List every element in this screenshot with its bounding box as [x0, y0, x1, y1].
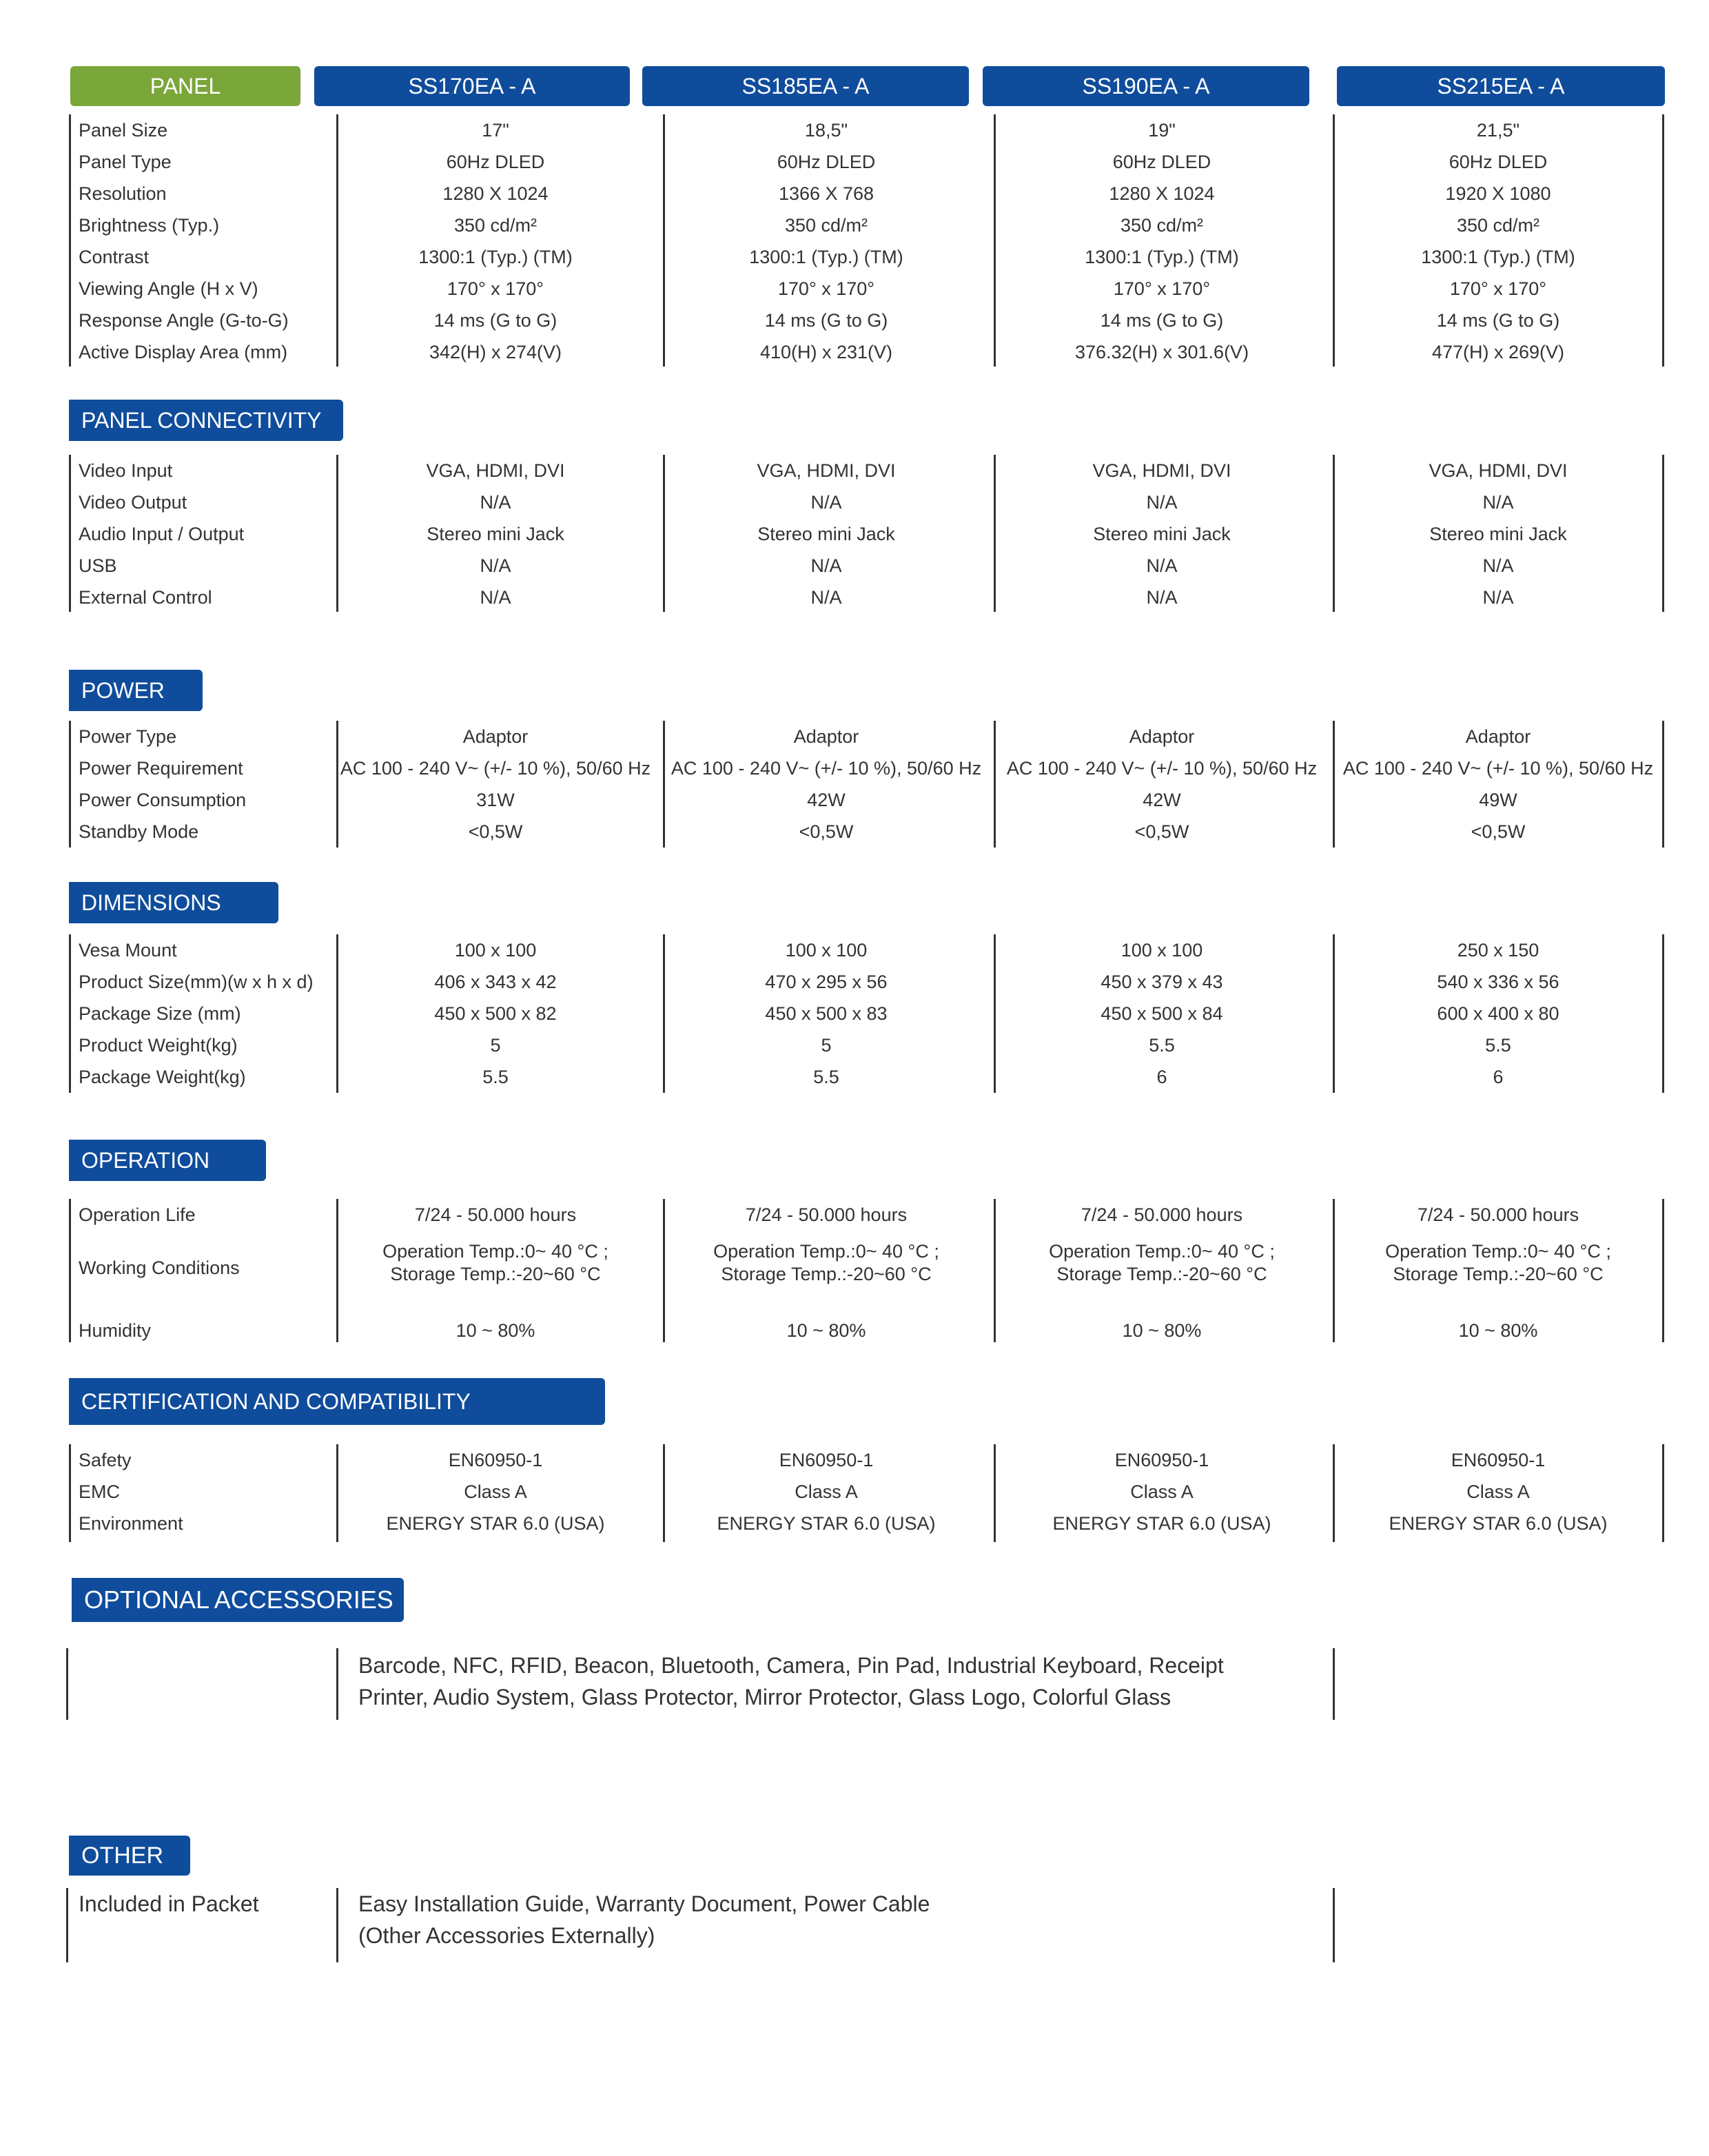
cell: 7/24 - 50.000 hours: [745, 1204, 908, 1225]
row-label: Package Weight(kg): [79, 1067, 246, 1087]
cell: 5: [821, 1035, 832, 1056]
table-row: [66, 550, 1665, 582]
table-row: [66, 518, 1665, 550]
cell: 17": [482, 120, 509, 141]
accessories-text: Barcode, NFC, RFID, Beacon, Bluetooth, Camera, Pin Pad, Industrial Keyboard, Receipt Printer, Audio System, Glass Protector, Mirror Protector, Glass Logo, Colorful Glass: [358, 1653, 1224, 1710]
divider: [66, 1648, 68, 1720]
cell: N/A: [1146, 555, 1178, 576]
cell: 18,5": [804, 120, 848, 141]
table-row: [66, 178, 1665, 209]
row-label: Product Weight(kg): [79, 1035, 238, 1056]
table-row: [66, 721, 1665, 752]
cell: 350 cd/m²: [784, 215, 868, 236]
cell: 5.5: [1149, 1035, 1175, 1056]
table-row: [66, 1508, 1665, 1539]
cell: 5.5: [813, 1067, 839, 1087]
cell: 450 x 500 x 83: [765, 1003, 888, 1024]
cell: 42W: [1143, 790, 1181, 810]
cell: N/A: [480, 587, 511, 608]
other-section: [66, 1888, 1665, 1962]
model-header-2: SS185EA - A: [642, 66, 969, 106]
cell: EN60950-1: [779, 1450, 874, 1470]
panel-section: [66, 114, 1665, 367]
table-row: [66, 273, 1665, 305]
cell: 6: [1156, 1067, 1167, 1087]
table-row: [66, 998, 1665, 1029]
section-title-certification: CERTIFICATION AND COMPATIBILITY: [69, 1378, 605, 1425]
cell: 1280 X 1024: [442, 183, 549, 204]
divider: [66, 1888, 68, 1962]
cell: 170° x 170°: [1449, 278, 1547, 299]
row-label: Power Type: [79, 726, 177, 747]
panel-header: PANEL: [70, 66, 300, 106]
cell: 10 ~ 80%: [1458, 1320, 1538, 1341]
cell: Operation Temp.:0~ 40 °C ; Storage Temp.:-20~60 °C: [382, 1241, 608, 1284]
cell: VGA, HDMI, DVI: [426, 460, 565, 481]
cell: Class A: [464, 1481, 527, 1502]
cell: N/A: [1146, 492, 1178, 513]
cell: 470 x 295 x 56: [765, 972, 888, 992]
cell: <0,5W: [799, 821, 854, 842]
cell: N/A: [810, 587, 842, 608]
cell: 250 x 150: [1457, 940, 1539, 961]
cell: N/A: [810, 555, 842, 576]
cell: 450 x 500 x 84: [1101, 1003, 1223, 1024]
cell: 5: [490, 1035, 501, 1056]
cell: 170° x 170°: [777, 278, 875, 299]
cell: AC 100 - 240 V~ (+/- 10 %), 50/60 Hz: [671, 758, 982, 779]
row-label: Vesa Mount: [79, 940, 177, 961]
table-row: [66, 1315, 1665, 1346]
table-row: [66, 1199, 1665, 1231]
cell: Stereo mini Jack: [1429, 524, 1567, 544]
section-title-dimensions: DIMENSIONS: [69, 882, 278, 923]
cell: ENERGY STAR 6.0 (USA): [1052, 1513, 1271, 1534]
row-label: Active Display Area (mm): [79, 342, 288, 362]
cell: Class A: [1130, 1481, 1194, 1502]
table-row: [66, 784, 1665, 816]
cell: N/A: [1146, 587, 1178, 608]
cell: 7/24 - 50.000 hours: [1081, 1204, 1243, 1225]
row-label: USB: [79, 555, 117, 576]
cell: 540 x 336 x 56: [1437, 972, 1559, 992]
row-label: Power Requirement: [79, 758, 243, 779]
cell: Stereo mini Jack: [757, 524, 895, 544]
row-label: Response Angle (G-to-G): [79, 310, 289, 331]
cell: Stereo mini Jack: [427, 524, 564, 544]
divider: [1333, 1888, 1335, 1962]
table-row: [66, 146, 1665, 178]
cell: Operation Temp.:0~ 40 °C ; Storage Temp.:-20~60 °C: [1385, 1241, 1611, 1284]
cell: <0,5W: [1471, 821, 1526, 842]
table-row: [66, 305, 1665, 336]
row-label: Standby Mode: [79, 821, 199, 842]
cell: VGA, HDMI, DVI: [1429, 460, 1568, 481]
cell: VGA, HDMI, DVI: [1092, 460, 1231, 481]
row-label: Environment: [79, 1513, 183, 1534]
cell: 100 x 100: [454, 940, 537, 961]
row-label: Power Consumption: [79, 790, 247, 810]
cell: 1280 X 1024: [1109, 183, 1215, 204]
cell: N/A: [1482, 587, 1514, 608]
cell: ENERGY STAR 6.0 (USA): [717, 1513, 936, 1534]
cell: 1920 X 1080: [1445, 183, 1551, 204]
table-row: [66, 582, 1665, 613]
cell: 60Hz DLED: [1449, 152, 1548, 172]
cell: 31W: [476, 790, 515, 810]
table-row: [66, 241, 1665, 273]
cell: 5.5: [1485, 1035, 1511, 1056]
row-label: Humidity: [79, 1320, 152, 1341]
cell: Stereo mini Jack: [1093, 524, 1231, 544]
section-title-accessories: OPTIONAL ACCESSORIES: [72, 1578, 404, 1622]
power-section: [66, 721, 1665, 848]
row-label: EMC: [79, 1481, 120, 1502]
dimensions-section: [66, 934, 1665, 1093]
cell: 60Hz DLED: [446, 152, 545, 172]
section-title-power: POWER: [69, 670, 203, 711]
cell: Adaptor: [793, 726, 859, 747]
cell: EN60950-1: [1114, 1450, 1209, 1470]
other-text: Easy Installation Guide, Warranty Document, Power Cable (Other Accessories Externally): [358, 1891, 930, 1948]
section-title-connectivity: PANEL CONNECTIVITY: [69, 400, 343, 441]
cell: 60Hz DLED: [1112, 152, 1211, 172]
divider: [336, 1888, 338, 1962]
cell: 14 ms (G to G): [1100, 310, 1224, 331]
table-row: [66, 209, 1665, 241]
cell: 21,5": [1476, 120, 1520, 141]
row-label: Video Output: [79, 492, 187, 513]
cell: 14 ms (G to G): [764, 310, 888, 331]
cell: 170° x 170°: [1113, 278, 1211, 299]
table-row: [66, 752, 1665, 784]
cell: 5.5: [482, 1067, 509, 1087]
row-label: Resolution: [79, 183, 167, 204]
table-row: [66, 1444, 1665, 1476]
cell: 100 x 100: [785, 940, 868, 961]
cell: Adaptor: [1129, 726, 1195, 747]
cell: 1366 X 768: [778, 183, 874, 204]
cell: N/A: [1482, 492, 1514, 513]
cell: 1300:1 (Typ.) (TM): [749, 247, 903, 267]
row-label: Package Size (mm): [79, 1003, 241, 1024]
cell: 350 cd/m²: [1456, 215, 1540, 236]
model-header-4: SS215EA - A: [1337, 66, 1665, 106]
cell: 42W: [807, 790, 846, 810]
cell: 342(H) x 274(V): [429, 342, 562, 362]
cell: 6: [1493, 1067, 1504, 1087]
row-label: Video Input: [79, 460, 173, 481]
cell: VGA, HDMI, DVI: [757, 460, 896, 481]
row-label: Viewing Angle (H x V): [79, 278, 258, 299]
cell: 350 cd/m²: [1120, 215, 1204, 236]
table-row: [66, 816, 1665, 848]
cell: AC 100 - 240 V~ (+/- 10 %), 50/60 Hz: [1342, 758, 1654, 779]
cell: 1300:1 (Typ.) (TM): [418, 247, 573, 267]
cell: Operation Temp.:0~ 40 °C ; Storage Temp.:-20~60 °C: [713, 1241, 939, 1284]
cell: 410(H) x 231(V): [759, 342, 893, 362]
cell: Operation Temp.:0~ 40 °C ; Storage Temp.:-20~60 °C: [1049, 1241, 1275, 1284]
cell: 10 ~ 80%: [786, 1320, 866, 1341]
certification-section: [66, 1444, 1665, 1542]
row-label: Audio Input / Output: [79, 524, 245, 544]
table-row: [66, 1240, 1665, 1295]
cell: AC 100 - 240 V~ (+/- 10 %), 50/60 Hz: [340, 758, 651, 779]
row-label: Panel Type: [79, 152, 172, 172]
row-label: External Control: [79, 587, 212, 608]
cell: 7/24 - 50.000 hours: [1417, 1204, 1579, 1225]
cell: 600 x 400 x 80: [1437, 1003, 1559, 1024]
row-label: Product Size(mm)(w x h x d): [79, 972, 314, 992]
table-row: [66, 1029, 1665, 1061]
cell: 60Hz DLED: [777, 152, 876, 172]
row-label: Brightness (Typ.): [79, 215, 220, 236]
cell: 19": [1148, 120, 1176, 141]
row-label: Panel Size: [79, 120, 168, 141]
section-title-other: OTHER: [69, 1836, 190, 1876]
cell: 14 ms (G to G): [433, 310, 557, 331]
cell: 1300:1 (Typ.) (TM): [1085, 247, 1239, 267]
section-title-operation: OPERATION: [69, 1140, 266, 1181]
cell: 406 x 343 x 42: [434, 972, 557, 992]
table-row: [66, 336, 1665, 368]
cell: Adaptor: [1465, 726, 1531, 747]
row-label: Working Conditions: [79, 1257, 240, 1278]
cell: ENERGY STAR 6.0 (USA): [1389, 1513, 1608, 1534]
cell: 450 x 500 x 82: [434, 1003, 557, 1024]
model-header-3: SS190EA - A: [983, 66, 1309, 106]
cell: <0,5W: [468, 821, 523, 842]
row-label: Operation Life: [79, 1204, 196, 1225]
cell: 170° x 170°: [447, 278, 544, 299]
cell: N/A: [810, 492, 842, 513]
cell: Adaptor: [462, 726, 529, 747]
cell: 10 ~ 80%: [456, 1320, 535, 1341]
table-row: [66, 486, 1665, 518]
cell: 450 x 379 x 43: [1101, 972, 1223, 992]
table-row: [66, 1061, 1665, 1093]
table-row: [66, 934, 1665, 966]
cell: 10 ~ 80%: [1122, 1320, 1202, 1341]
model-header-1: SS170EA - A: [314, 66, 630, 106]
cell: EN60950-1: [1451, 1450, 1546, 1470]
cell: Class A: [795, 1481, 858, 1502]
cell: 14 ms (G to G): [1436, 310, 1560, 331]
divider: [336, 1648, 338, 1720]
row-label: Safety: [79, 1450, 132, 1470]
cell: N/A: [1482, 555, 1514, 576]
table-row: [66, 1476, 1665, 1508]
accessories-section: [66, 1648, 1665, 1720]
cell: Class A: [1466, 1481, 1530, 1502]
connectivity-section: [66, 455, 1665, 612]
other-label: Included in Packet: [79, 1891, 259, 1916]
cell: ENERGY STAR 6.0 (USA): [386, 1513, 605, 1534]
cell: 7/24 - 50.000 hours: [414, 1204, 577, 1225]
row-label: Contrast: [79, 247, 150, 267]
cell: 1300:1 (Typ.) (TM): [1421, 247, 1575, 267]
table-row: [66, 114, 1665, 146]
table-row: [66, 455, 1665, 486]
cell: 100 x 100: [1120, 940, 1203, 961]
cell: 376.32(H) x 301.6(V): [1074, 342, 1249, 362]
cell: 49W: [1479, 790, 1517, 810]
cell: N/A: [480, 555, 511, 576]
cell: EN60950-1: [448, 1450, 543, 1470]
table-row: [66, 966, 1665, 998]
cell: AC 100 - 240 V~ (+/- 10 %), 50/60 Hz: [1006, 758, 1318, 779]
cell: <0,5W: [1134, 821, 1189, 842]
cell: 477(H) x 269(V): [1431, 342, 1565, 362]
cell: 350 cd/m²: [453, 215, 538, 236]
operation-section: [66, 1199, 1665, 1342]
cell: N/A: [480, 492, 511, 513]
divider: [1333, 1648, 1335, 1720]
